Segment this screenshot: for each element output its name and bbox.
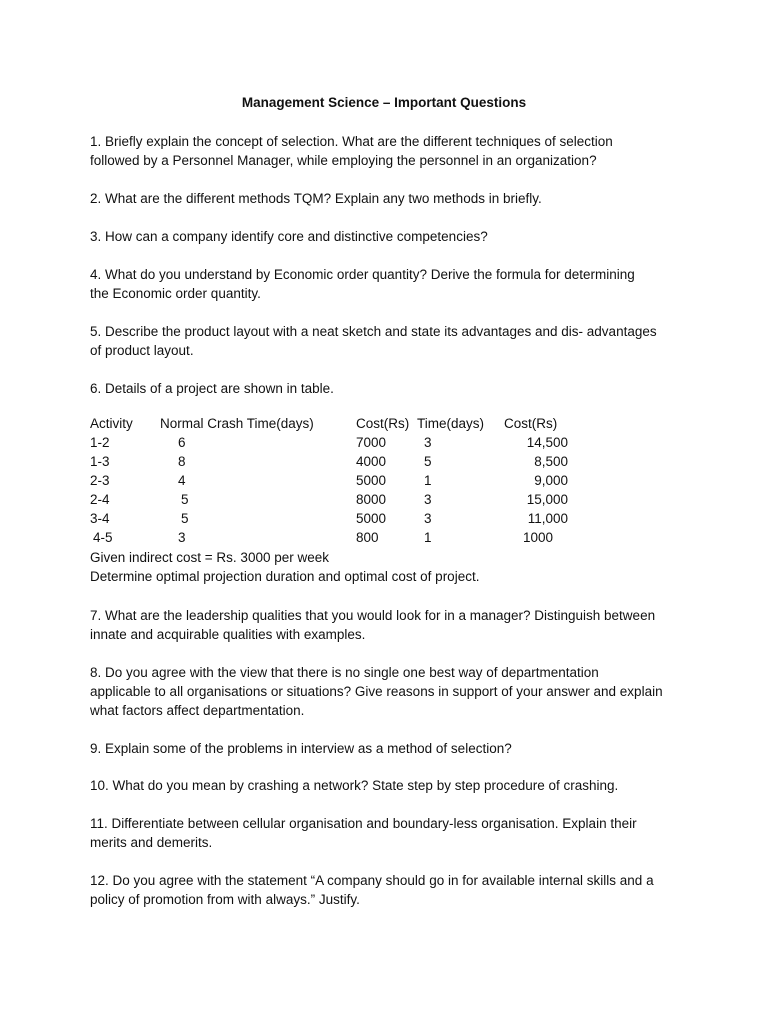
question-line: innate and acquirable qualities with examples. [90,627,366,642]
cell-normal-cost: 4000 [356,454,387,469]
table-row [90,452,610,471]
cell-crash-time: 3 [424,492,432,507]
cell-crash-cost: 8,500 [534,454,568,469]
cell-activity: 2-3 [90,473,110,488]
cell-crash-time: 1 [424,473,432,488]
question-line: 4. What do you understand by Economic order quantity? Derive the formula for determining [90,267,635,282]
question-8 [90,663,690,720]
cell-normal-cost: 800 [356,530,379,545]
question-line: 9. Explain some of the problems in interview as a method of selection? [90,741,512,756]
cell-normal-time: 3 [178,530,186,545]
question-4 [90,265,690,303]
cell-crash-cost: 1000 [522,530,553,545]
cell-activity: 1-3 [90,454,110,469]
determine-instruction: Determine optimal projection duration and optimal cost of project. [90,569,480,584]
cell-normal-time: 6 [178,435,186,450]
cell-crash-cost: 15,000 [526,492,568,507]
question-line: 10. What do you mean by crashing a network? State step by step procedure of crashing. [90,778,619,793]
question-5 [90,322,690,360]
cell-activity: 3-4 [90,511,110,526]
document-title: Management Science – Important Questions [241,95,527,110]
cell-normal-time: 5 [181,511,189,526]
question-line: 12. Do you agree with the statement “A company should go in for available internal skills and a [90,873,654,888]
question-line: followed by a Personnel Manager, while employing the personnel in an organization? [90,153,597,168]
question-line: 5. Describe the product layout with a neat sketch and state its advantages and dis- advantages [90,324,657,339]
cell-normal-cost: 5000 [356,511,387,526]
question-line: 6. Details of a project are shown in table. [90,381,334,396]
cell-crash-time: 5 [424,454,432,469]
question-line: what factors affect departmentation. [90,703,305,718]
table-header-row [90,414,610,433]
table-row [90,433,610,452]
header-activity: Activity [90,416,133,431]
cell-activity: 1-2 [90,435,110,450]
project-table [90,414,610,547]
cell-crash-time: 1 [424,530,432,545]
cell-crash-time: 3 [424,511,432,526]
question-line: policy of promotion from with always.” Justify. [90,892,360,907]
cell-crash-cost: 9,000 [534,473,568,488]
cell-crash-cost: 14,500 [526,435,568,450]
header-normal-crash-time: Normal Crash Time(days) [160,416,314,431]
cell-activity: 2-4 [90,492,110,507]
question-line: 8. Do you agree with the view that there is no single one best way of departmentation [90,665,599,680]
question-line: merits and demerits. [90,835,213,850]
question-line: 1. Briefly explain the concept of selection. What are the different techniques of selection [90,134,613,149]
indirect-cost-note: Given indirect cost = Rs. 3000 per week [90,550,329,565]
table-row [90,509,610,528]
question-line: 7. What are the leadership qualities that you would look for in a manager? Distinguish between [90,608,656,623]
cell-normal-time: 8 [178,454,186,469]
question-9 [90,739,690,758]
table-row [90,490,610,509]
header-crash-time: Time(days) [417,416,485,431]
question-line: 3. How can a company identify core and distinctive competencies? [90,229,488,244]
question-3 [90,227,690,246]
question-line: applicable to all organisations or situations? Give reasons in support of your answer and explain [90,684,663,699]
cell-normal-cost: 7000 [356,435,387,450]
table-row [90,528,610,547]
cell-normal-time: 5 [181,492,189,507]
question-line: 11. Differentiate between cellular organisation and boundary-less organisation. Explain their [90,816,637,831]
question-6 [90,379,690,398]
question-2 [90,189,690,208]
cell-crash-time: 3 [424,435,432,450]
question-11 [90,814,690,852]
question-1 [90,132,690,170]
question-12 [90,871,690,909]
header-normal-cost: Cost(Rs) [356,416,410,431]
cell-activity: 4-5 [93,530,113,545]
cell-crash-cost: 11,000 [527,511,568,526]
table-row [90,471,610,490]
question-line: 2. What are the different methods TQM? Explain any two methods in briefly. [90,191,542,206]
header-crash-cost: Cost(Rs) [504,416,558,431]
table-notes [90,548,690,586]
cell-normal-cost: 5000 [356,473,387,488]
question-line: the Economic order quantity. [90,286,261,301]
question-7 [90,606,690,644]
question-line: of product layout. [90,343,194,358]
cell-normal-time: 4 [178,473,186,488]
cell-normal-cost: 8000 [356,492,387,507]
question-10 [90,776,690,795]
